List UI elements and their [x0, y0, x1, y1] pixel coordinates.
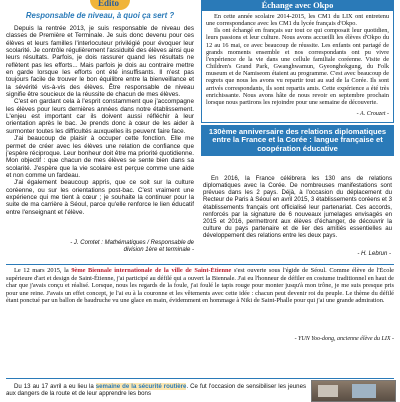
anniversary-body [203, 175, 392, 239]
edito-ribbon [90, 0, 130, 10]
biennale-signature: - YUN Yoo-dong, ancienne élève du LIX - [294, 336, 394, 342]
biennale-body [6, 267, 394, 305]
okpo-signature: - A. Crouzet - [356, 111, 389, 117]
section-divider [6, 378, 394, 379]
edito-ribbon-label: Edito [98, 0, 120, 8]
road-safety-article [6, 383, 306, 397]
section-divider [6, 264, 394, 265]
anniversary-title: 130ème anniversaire des relations diplomatiques entre la France et la Corée : langue française et coopération éducative [201, 125, 394, 156]
biennale-rest: s'est ouverte sous l'égide de Séoul. Comme élève de l'École supérieure d'art et design de Saint-Étienne, j'ai participé au défilé qui a ouvert la Biennale. J'ai eu l'honneur de défiler en costume traditionnel en haut de char que j'avais conçu et réalisé. Lorsque, nous les regards de la foule, j'ai foulé le tapis rouge pour monter jusqu'à mon trône, je me suis presque pris pour une reine. J'avais un effet concept, je l'ai eu à la couronne et les vêtements avec cette idée : chacun peut devenir roi du peuple. Le thème du défilé étant ponctué par un ballon de baudruche vu une glace en main, évidemment en hommage à Niki de Saint-Phalle pour qui j'ai une grande admiration. [6, 267, 394, 305]
biennale-intro: Le 12 mars 2015, la [14, 267, 72, 274]
photo-detail [318, 385, 338, 397]
photo-detail [352, 384, 376, 398]
edito-paragraph: C'est en gardant cela à l'esprit constamment que j'accompagne les élèves pour leurs dernières années dans notre établissement. L'enjeu est important car ils doivent aussi réfléchir à leur orientation après le bac. Je prends donc à cœur de les aider à surmonter toutes les difficultés auxquelles ils peuvent faire face. [6, 98, 194, 135]
road-safety-rest: . Ce fut l'occasion de sensibiliser les jeunes aux dangers de la route et de leur apprendre les bons [6, 383, 307, 398]
okpo-body [206, 13, 389, 106]
edito-signature-line2: division 1ère et terminale - [123, 247, 194, 253]
anniversary-signature: - H. Lebrun - [357, 251, 391, 257]
edito-paragraph: J'ai également beaucoup appris, que ce soit sur la culture coréenne, ou sur les orientations post-bac. C'est vraiment une expérience qui me tient à cœur ; je souhaite la continuer pour la suite de ma carrière à Séoul, parce qu'elle renforce le lien éducatif entre l'enseignant et l'élève. [6, 179, 194, 216]
anniversary-paragraph: En 2016, la France célébrera les 130 ans de relations diplomatiques avec la Corée. De nombreuses manifestations sont prévues dans les 2 pays. Déjà, à l'occasion du déplacement du Recteur de Paris à Séoul en avril 2015, 3 établissements coréens et 3 établissements français ont officialisé leur partenariat. Ces accords, renforcés par la signature de 6 nouveaux jumelages envisagés en 2015 et 2016, permettront aux élèves d'échanger, de découvrir la culture du pays partenaire et de lier des amitiés essentielles au développement des relations entre les deux pays. [203, 175, 392, 240]
road-safety-highlight: semaine de la sécurité routière [95, 383, 187, 390]
okpo-paragraph: Ils ont échangé en français sur tout ce qui composait leur quotidien, leurs passions et leur culture. Nous avons accueilli les élèves d'Okpo du 12 au 16 mai, ce avec beaucoup de réussite. Les enfants ont partagé de grands moments ensemble et nos correspondants ont pu vivre l'expérience de la vie dans une cellule familiale coréenne. Visite de Children's Grand Park, Gwanghwamun, Gyeonghokgung, du Folk museum et de Namiseom étaient au programme. C'est avec beaucoup de regrets que nous les avons vu repartir tout au sud de la Corée. Ils sont arrivés correspondants, ils sont repartis amis. Cette expérience a été très enrichissante. Nous avons hâte de nous revoir en septembre prochain lorsque nous partirons les rejoindre pour une semaine de découverte. [206, 27, 389, 106]
edito-signature [6, 240, 194, 254]
edito-paragraph: J'ai beaucoup de plaisir à occuper cette fonction. Elle me permet de créer avec les élèves une relation de confiance que j'espère réciproque. Leur bonheur doit être ma priorité quotidienne. Mon objectif : que chacun de mes élèves se sente bien dans sa scolarité. J'espère que la vie scolaire est perçue comme une aide et non comme un fardeau. [6, 135, 194, 179]
okpo-article [201, 0, 394, 123]
biennale-highlight: 9ème Biennale internationale de la ville de Saint-Étienne [71, 267, 232, 274]
anniversary-article [201, 125, 394, 262]
edito-column [6, 0, 194, 262]
biennale-paragraph [6, 267, 394, 305]
edito-paragraph: Depuis la rentrée 2013, je suis responsable de niveau des classes de Première et Terminale. Je suis donc devenu pour ces élèves et leurs familles l'interlocuteur privilégié pour évoquer leur scolarité. Je contrôle régulièrement l'assiduité des élèves ainsi que leurs résultats. Parfois, je dois rassurer quand les résultats ne reflètent pas les efforts... Mais parfois je dois au contraire mettre en garde lorsque les efforts ont été insuffisants. Il n'est pas toujours facile de trouver le bon équilibre entre la bienveillance et la sévérité vis-à-vis des élèves. Être responsable de niveau signifie être soucieux de la réussite de chacun de mes élèves. [6, 25, 194, 99]
road-safety-intro: Du 13 au 17 avril a eu lieu la [14, 383, 96, 390]
okpo-paragraph: En cette année scolaire 2014-2015, les CM1 du LIX ont entretenu une correspondance avec les CM1 du lycée français d'Okpo. [206, 13, 389, 28]
classroom-photo [311, 380, 396, 402]
edito-signature-line1: - J. Comtet : Mathématiques / Responsable de [70, 240, 194, 246]
biennale-article [0, 267, 400, 398]
edito-title: Responsable de niveau, à quoi ça sert ? [25, 11, 175, 20]
road-safety-paragraph [6, 383, 306, 397]
edito-body [6, 25, 194, 216]
okpo-title: Échange avec Okpo [202, 0, 393, 11]
